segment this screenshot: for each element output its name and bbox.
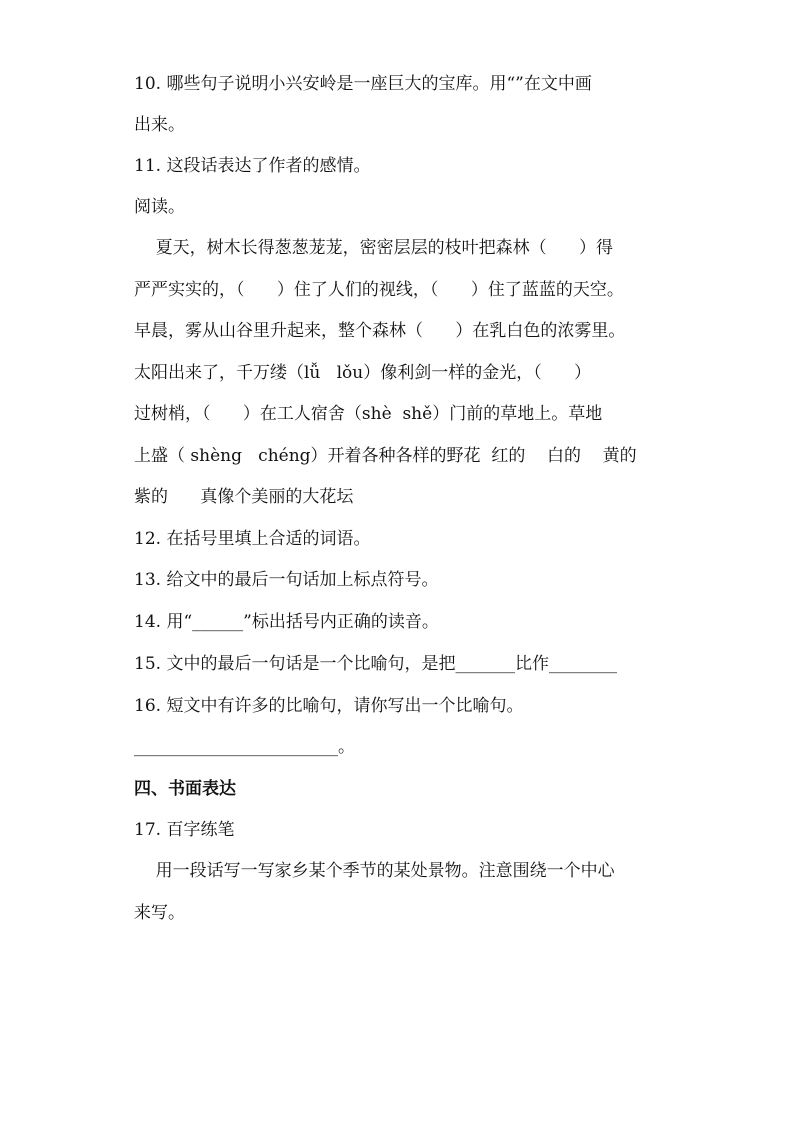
question-17: 17. 百字练笔 xyxy=(134,820,235,840)
passage-line-3: 早晨，雾从山谷里升起来，整个森林（ ）在乳白色的浓雾里。 xyxy=(134,321,626,341)
passage-line-6: 上盛（ shèng chéng）开着各种各样的野花 红的 白的 黄的 xyxy=(134,446,637,466)
passage-line-2: 严严实实的，（ ）住了人们的视线，（ ）住了蓝蓝的天空。 xyxy=(134,280,624,300)
question-12: 12. 在括号里填上合适的词语。 xyxy=(134,529,371,549)
question-13: 13. 给文中的最后一句话加上标点符号。 xyxy=(134,570,439,590)
passage-line-5: 过树梢，（ ）在工人宿舍（shè shě）门前的草地上。草地 xyxy=(134,404,603,424)
question-10-line-2: 出来。 xyxy=(134,115,185,135)
section-heading-writing: 四、书面表达 xyxy=(134,779,236,799)
writing-prompt-line-2: 来写。 xyxy=(134,903,185,923)
passage-line-7: 紫的 真像个美丽的大花坛 xyxy=(134,487,354,507)
answer-blank: ________________________。 xyxy=(134,737,355,757)
question-10-line-1: 10. 哪些句子说明小兴安岭是一座巨大的宝库。用“”在文中画 xyxy=(134,74,592,94)
question-11: 11. 这段话表达了作者的感情。 xyxy=(134,156,371,176)
question-14: 14. 用“______”标出括号内正确的读音。 xyxy=(134,612,439,632)
question-15: 15. 文中的最后一句话是一个比喻句，是把_______比作________ xyxy=(134,654,617,674)
reading-heading: 阅读。 xyxy=(134,197,185,217)
question-16: 16. 短文中有许多的比喻句，请你写出一个比喻句。 xyxy=(134,696,524,716)
passage-line-4: 太阳出来了，千万缕（lǚ lǒu）像利剑一样的金光，（ ） xyxy=(134,363,592,383)
passage-line-1: 夏天，树木长得葱葱茏茏，密密层层的枝叶把森林（ ）得 xyxy=(134,238,614,258)
writing-prompt-line-1: 用一段话写一写家乡某个季节的某处景物。注意围绕一个中心 xyxy=(134,861,615,881)
